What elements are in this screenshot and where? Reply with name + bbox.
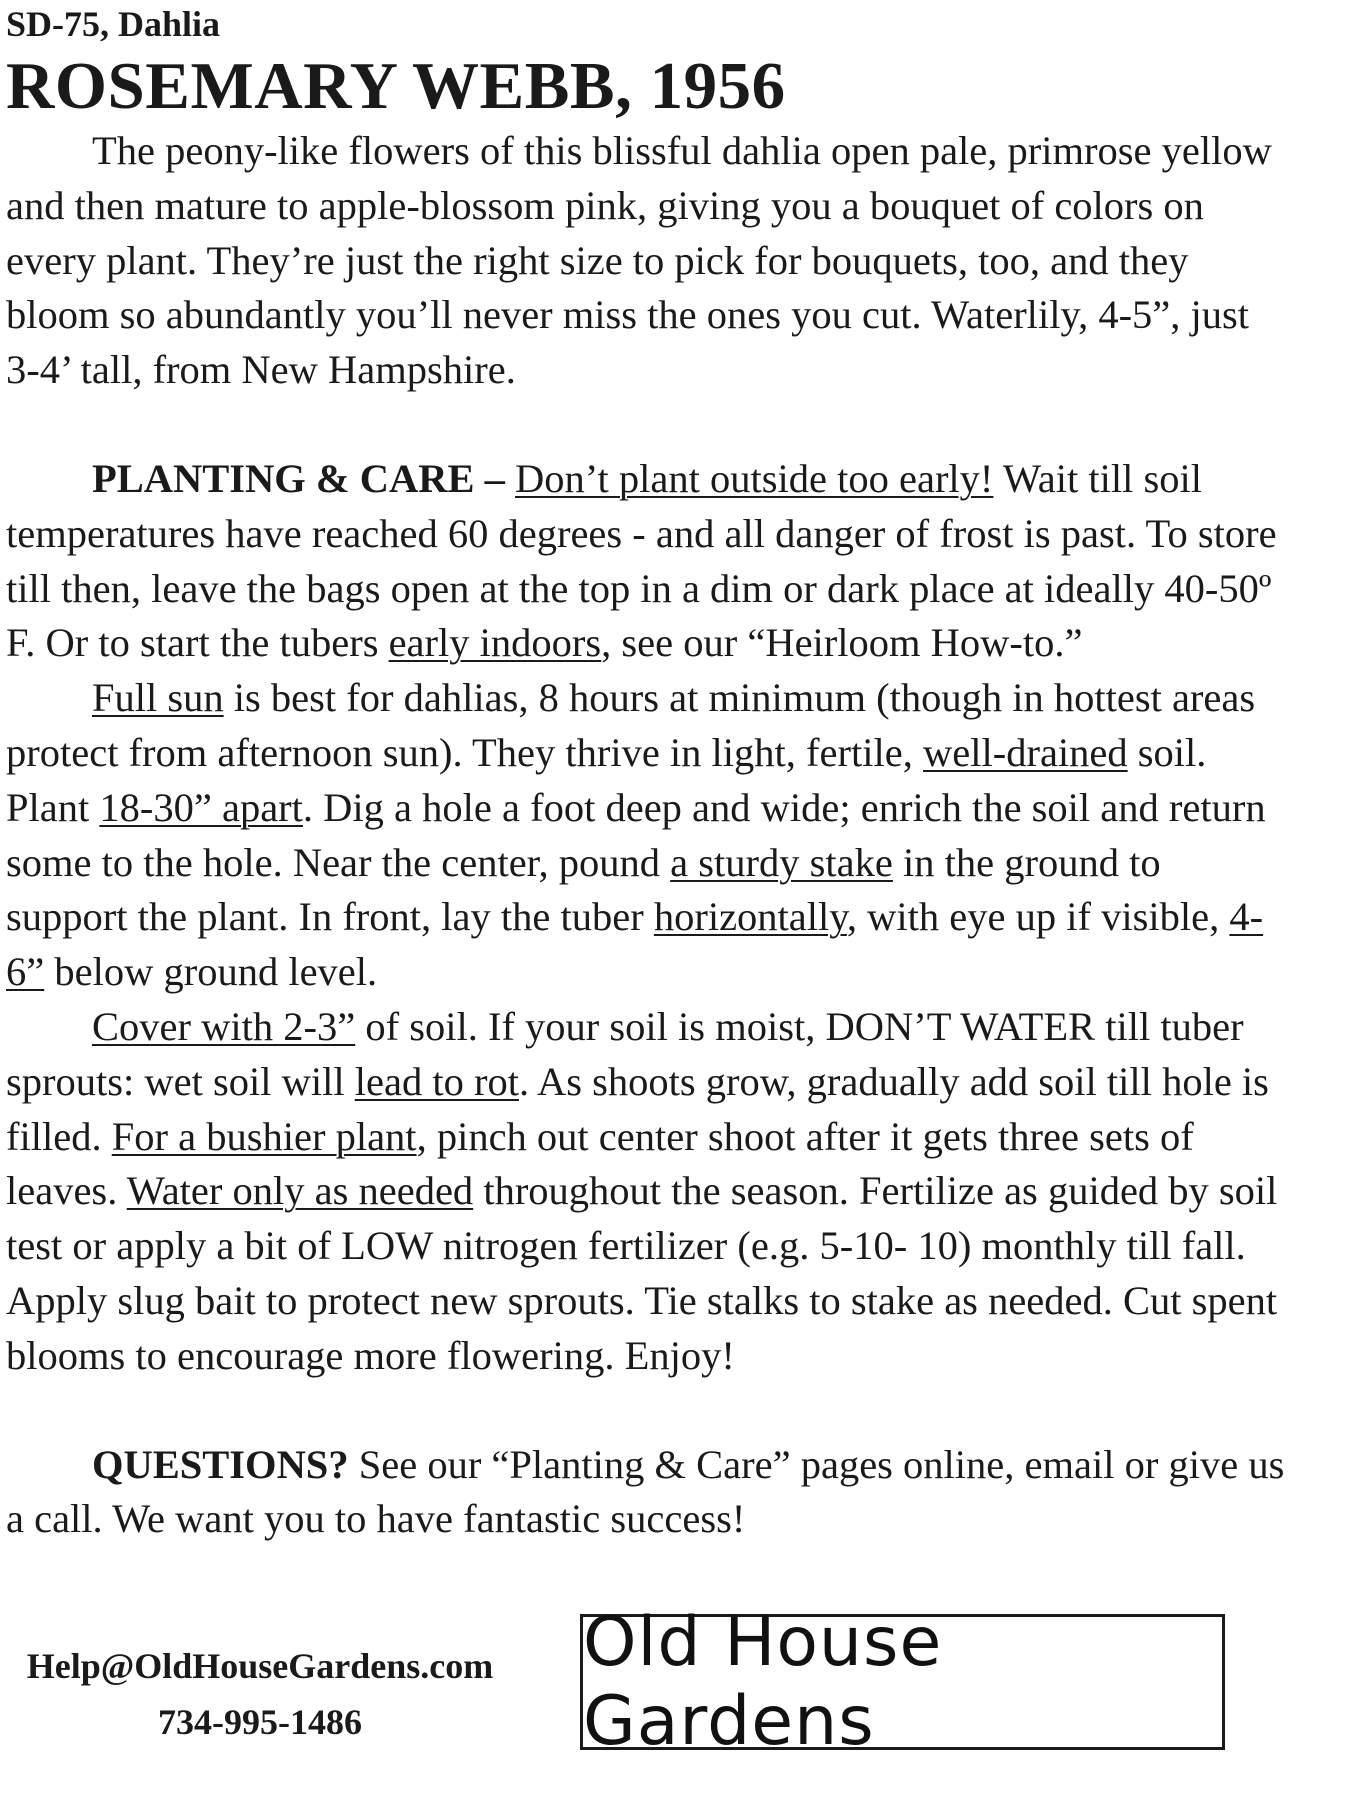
text-run: below ground level. (44, 949, 378, 995)
paragraph-gap (6, 398, 1291, 452)
text-run: throughout the season. Fertilize as guided by soil test or apply a bit of LOW nitrogen fertilizer (e.g. 5-10- 10) monthly till fall. Apply slug bait to protect new sprouts. Tie stalks to stake as needed. Cut spent blooms to encourage more flowering. Enjoy! (6, 1168, 1278, 1378)
underlined-phrase: Full sun (92, 675, 224, 721)
planting-paragraph-2 (6, 671, 1291, 1000)
underlined-phrase: lead to rot (354, 1058, 519, 1104)
text-run: in the ground to support the plant. In front, lay the tuber (6, 839, 1161, 940)
text-run: soil. Plant (6, 729, 1207, 830)
instruction-sheet (6, 0, 1291, 1547)
underlined-phrase: Water only as needed (126, 1168, 474, 1214)
phone-number: 734-995-1486 (158, 1702, 362, 1742)
underlined-phrase: horizontally (653, 894, 847, 940)
planting-paragraph-3 (6, 1000, 1291, 1384)
description-paragraph: The peony-like flowers of this blissful dahlia open pale, primrose yellow and then mature to apple-blossom pink, giving you a bouquet of colors on every plant. They’re just the right size to pick for bouquets, too, and they bloom so abundantly you’ll never miss the ones you cut. Waterlily, 4-5”, just 3-4’ tall, from New Hampshire. (6, 128, 1272, 393)
text-run: is best for dahlias, 8 hours at minimum (though in hottest areas protect from afternoon sun). They thrive in light, fertile, (6, 675, 1256, 775)
email-link[interactable]: Help@OldHouseGardens.com (26, 1646, 494, 1686)
underlined-phrase: a sturdy stake (670, 839, 893, 885)
planting-paragraph-1 (6, 452, 1291, 671)
product-code: SD-75, Dahlia (6, 4, 221, 44)
contact-block (10, 1638, 510, 1750)
product-title: ROSEMARY WEBB, 1956 (6, 49, 786, 123)
underlined-phrase: 4-6” (6, 894, 1264, 995)
text-run: Wait till soil temperatures have reached 60 degrees - and all danger of frost is past. To store till then, leave the bags open at the top in a dim or dark place at ideally 40-50º F. Or to start the tubers (6, 455, 1277, 666)
text-run: , see our “Heirloom How-to.” (601, 620, 1083, 666)
text-run: , with eye up if visible, (846, 894, 1230, 940)
text-run: See our “Planting & Care” pages online, email or give us a call. We want you to have fantastic success! (6, 1441, 1285, 1542)
underlined-phrase: early indoors (388, 620, 602, 666)
questions-heading: QUESTIONS? (92, 1441, 349, 1487)
text-run: , pinch out center shoot after it gets three sets of leaves. (6, 1113, 1194, 1214)
brand-logo (580, 1603, 1225, 1761)
underlined-phrase: well-drained (923, 729, 1128, 775)
planting-heading: PLANTING & CARE – (92, 455, 516, 501)
underlined-phrase: 18-30” apart (99, 784, 303, 830)
text-run: . Dig a hole a foot deep and wide; enrich the soil and return some to the hole. Near the center, pound (6, 784, 1266, 885)
text-run: . As shoots grow, gradually add soil till hole is filled. (6, 1058, 1269, 1159)
underlined-phrase: Cover with 2-3” (92, 1003, 356, 1049)
text-run: of soil. If your soil is moist, DON’T WATER till tuber sprouts: wet soil will (6, 1003, 1244, 1104)
paragraph-gap (6, 1384, 1291, 1438)
questions-paragraph (6, 1438, 1291, 1548)
underlined-phrase: Don’t plant outside too early! (515, 455, 994, 501)
brand-logo-text: Old House Gardens (583, 1603, 943, 1761)
underlined-phrase: For a bushier plant (111, 1113, 417, 1159)
